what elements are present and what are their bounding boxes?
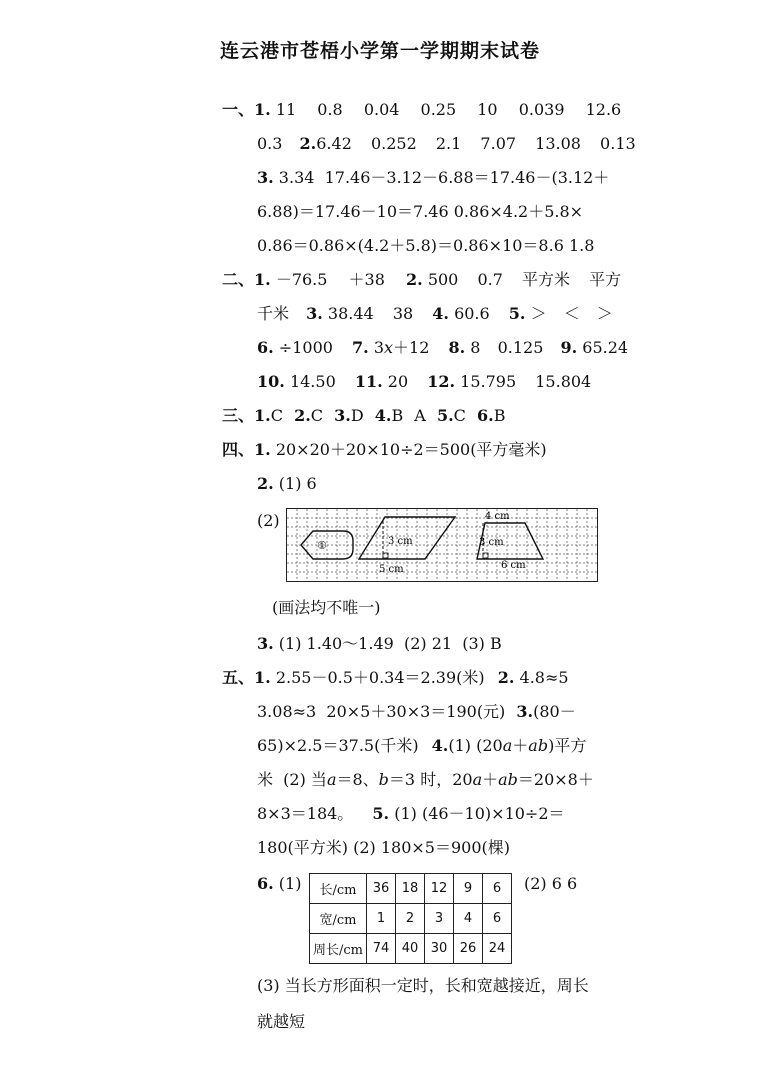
table-cell: 4 <box>454 904 483 934</box>
answer: C <box>270 406 283 425</box>
q-number: 3. <box>257 168 274 187</box>
grid-drawing <box>287 509 597 581</box>
answer: 20 <box>387 372 409 391</box>
s3-line <box>222 406 511 426</box>
answer: 千米 <box>257 304 290 323</box>
answer: A <box>414 406 426 425</box>
answer: 60.6 <box>454 304 490 323</box>
s5-line-5 <box>257 804 565 824</box>
answer: 0.04 <box>363 100 400 119</box>
q-number: 8. <box>448 338 466 357</box>
section-label-5: 五、 <box>222 668 255 687</box>
q-number: 3. <box>516 702 534 721</box>
answer: 38 <box>392 304 414 323</box>
table-cell: 30 <box>425 934 454 964</box>
answer: 0.8 <box>317 100 343 119</box>
p2-height-label: 3 cm <box>479 537 504 548</box>
p2-top-label: 4 cm <box>485 511 510 522</box>
s2-line-2 <box>257 304 619 324</box>
variable: a <box>502 736 513 755</box>
s1-line-2 <box>257 134 642 154</box>
q-number: 6. <box>257 338 274 357</box>
q-number: 6. <box>477 406 494 425</box>
page-title: 连云港市苍梧小学第一学期期末试卷 <box>219 40 540 62</box>
answer: 0.039 <box>518 100 565 119</box>
q-number: 9. <box>560 338 578 357</box>
table-row-header: 宽/cm <box>310 904 367 934</box>
answer: (1) 1.40～1.49 (2) 21 (3) B <box>278 634 502 653</box>
answer: B <box>391 406 404 425</box>
q-number: 5. <box>508 304 526 323</box>
answer: B <box>493 406 506 425</box>
q-number: 7. <box>352 338 369 357</box>
table-row-header: 周长/cm <box>310 934 367 964</box>
section-label-1: 一、 <box>222 100 255 119</box>
figure-label: (2) <box>257 511 280 530</box>
q-number: 1. <box>254 440 271 459</box>
answer: 3.08≈3 20×5＋30×3＝190(元) <box>257 702 506 721</box>
p2-base-label: 6 cm <box>501 560 526 571</box>
s5-line-7b: (2) 6 6 <box>524 874 578 893</box>
table-row <box>310 934 512 964</box>
answer: 0.3 <box>257 134 283 153</box>
q-number: 2. <box>294 406 311 425</box>
table-cell: 6 <box>483 874 512 904</box>
s5-line-2 <box>257 702 576 722</box>
q-number: 4. <box>374 406 392 425</box>
answer: 38.44 <box>327 304 374 323</box>
answer: 11 <box>275 100 297 119</box>
q-number: 2. <box>497 668 515 687</box>
table-cell: 18 <box>396 874 425 904</box>
table-cell: 74 <box>367 934 396 964</box>
answer: 平方 <box>589 270 622 289</box>
variable: b <box>378 770 389 789</box>
q-number: 6. <box>257 874 274 893</box>
answer: D <box>350 406 364 425</box>
answer: C <box>453 406 466 425</box>
s2-line-3 <box>257 338 634 358</box>
s5-line-8: (3) 当长方形面积一定时，长和宽越接近，周长 <box>257 976 589 995</box>
p1-height-label: 3 cm <box>388 536 413 547</box>
q-number: 1. <box>254 668 271 687</box>
answer: C <box>310 406 324 425</box>
answer: ＋38 <box>348 270 385 289</box>
q-number: 11. <box>354 372 383 391</box>
q-number: 3. <box>257 634 274 653</box>
answer: ＝3 时，20 <box>388 770 473 789</box>
table-cell: 26 <box>454 934 483 964</box>
answer: 4.8≈5 <box>519 668 569 687</box>
answer: 米 (2) 当 <box>257 770 327 789</box>
answer: 65.24 <box>582 338 629 357</box>
s1-line-3 <box>257 168 609 188</box>
table-row <box>310 904 512 934</box>
answer: ＋12 <box>393 338 430 357</box>
variable: ab <box>498 770 518 789</box>
answer: (1) 6 <box>278 474 317 493</box>
answer: 0.13 <box>600 134 636 153</box>
grid-figure <box>286 508 598 582</box>
variable: ab <box>528 736 549 755</box>
answer: 6.42 <box>316 134 352 153</box>
answer: )平方 <box>548 736 587 755</box>
answer: 8 <box>470 338 481 357</box>
answer: ＞ <box>596 304 613 323</box>
s1-line-1 <box>222 100 627 120</box>
table-cell: 24 <box>483 934 512 964</box>
dimension-table <box>309 873 512 964</box>
answer: (1) (46－10)×10÷2＝ <box>394 804 565 823</box>
table-cell: 6 <box>483 904 512 934</box>
answer: 0.7 <box>477 270 503 289</box>
answer: ＜ <box>563 304 580 323</box>
s5-line-7a <box>257 874 301 894</box>
answer: ＋ <box>512 736 529 755</box>
q-number: 5. <box>372 804 390 823</box>
q-number: 3. <box>306 304 323 323</box>
answer: 0.252 <box>370 134 417 153</box>
answer: 12.6 <box>585 100 622 119</box>
q-number: 5. <box>436 406 454 425</box>
answer: 15.795 <box>460 372 517 391</box>
s5-line-6: 180(平方米) (2) 180×5＝900(棵) <box>257 838 511 857</box>
table-cell: 36 <box>367 874 396 904</box>
p1-base-label: 5 cm <box>379 564 404 575</box>
table-row-header: 长/cm <box>310 874 367 904</box>
answer: 平方米 <box>522 270 571 289</box>
drawing-note: (画法均不唯一) <box>272 598 381 617</box>
s1-line-4: 6.88)＝17.46－10＝7.46 0.86×4.2＋5.8× <box>257 202 584 221</box>
answer: 10 <box>477 100 498 119</box>
q-number: 12. <box>427 372 456 391</box>
variable: a <box>472 770 483 789</box>
answer: 14.50 <box>289 372 336 391</box>
variable: a <box>326 770 337 789</box>
answer: 65)×2.5＝37.5(千米) <box>257 736 419 755</box>
s5-line-4 <box>257 770 594 790</box>
table-cell: 3 <box>425 904 454 934</box>
answer: 3.34 17.46－3.12－6.88＝17.46－(3.12＋ <box>278 168 610 187</box>
s2-line-1 <box>222 270 627 290</box>
table-cell: 2 <box>396 904 425 934</box>
table-cell: 40 <box>396 934 425 964</box>
answer: ＋ <box>482 770 499 789</box>
section-label-4: 四、 <box>222 440 255 459</box>
table-cell: 1 <box>367 904 396 934</box>
s1-line-5: 0.86＝0.86×(4.2＋5.8)＝0.86×10＝8.6 1.8 <box>257 236 595 255</box>
answer: ＝8、 <box>336 770 379 789</box>
s4-line-3 <box>257 634 502 654</box>
q-number: 4. <box>432 304 449 323</box>
s5-line-3 <box>257 736 586 756</box>
table-row <box>310 874 512 904</box>
q-number: 2. <box>299 134 317 153</box>
answer: 500 <box>427 270 459 289</box>
s4-line-2 <box>257 474 317 494</box>
answer: 7.07 <box>480 134 517 153</box>
answer: 13.08 <box>535 134 581 153</box>
section-label-3: 三、 <box>222 406 255 425</box>
q-number: 4. <box>431 736 449 755</box>
circle-label: ① <box>317 539 327 552</box>
q-number: 1. <box>254 270 271 289</box>
section-label-2: 二、 <box>222 270 255 289</box>
answer: 0.125 <box>497 338 544 357</box>
table-cell: 12 <box>425 874 454 904</box>
answer: 0.25 <box>420 100 457 119</box>
q-number: 1. <box>254 406 271 425</box>
s2-line-4 <box>257 372 597 392</box>
q-number: 1. <box>254 100 271 119</box>
q-number: 3. <box>334 406 351 425</box>
answer: ＞ <box>530 304 547 323</box>
answer: (1) (20 <box>448 736 503 755</box>
answer: ＝20×8＋ <box>517 770 594 789</box>
answer: 20×20＋20×10÷2＝500(平方毫米) <box>275 440 547 459</box>
answer: 2.55－0.5＋0.34＝2.39(米) <box>275 668 485 687</box>
answer: 15.804 <box>535 372 592 391</box>
table-cell: 9 <box>454 874 483 904</box>
variable: x <box>384 338 394 357</box>
answer: (1) <box>278 874 302 893</box>
answer: 3 <box>373 338 384 357</box>
answer: 2.1 <box>435 134 462 153</box>
q-number: 2. <box>257 474 274 493</box>
answer: ÷1000 <box>278 338 333 357</box>
answer: －76.5 <box>275 270 328 289</box>
answer: (80－ <box>533 702 576 721</box>
s5-line-9: 就越短 <box>257 1012 306 1031</box>
q-number: 2. <box>406 270 423 289</box>
s5-line-1 <box>222 668 569 688</box>
s4-line-1 <box>222 440 547 460</box>
answer: 8×3＝184。 <box>257 804 354 823</box>
q-number: 10. <box>257 372 285 391</box>
